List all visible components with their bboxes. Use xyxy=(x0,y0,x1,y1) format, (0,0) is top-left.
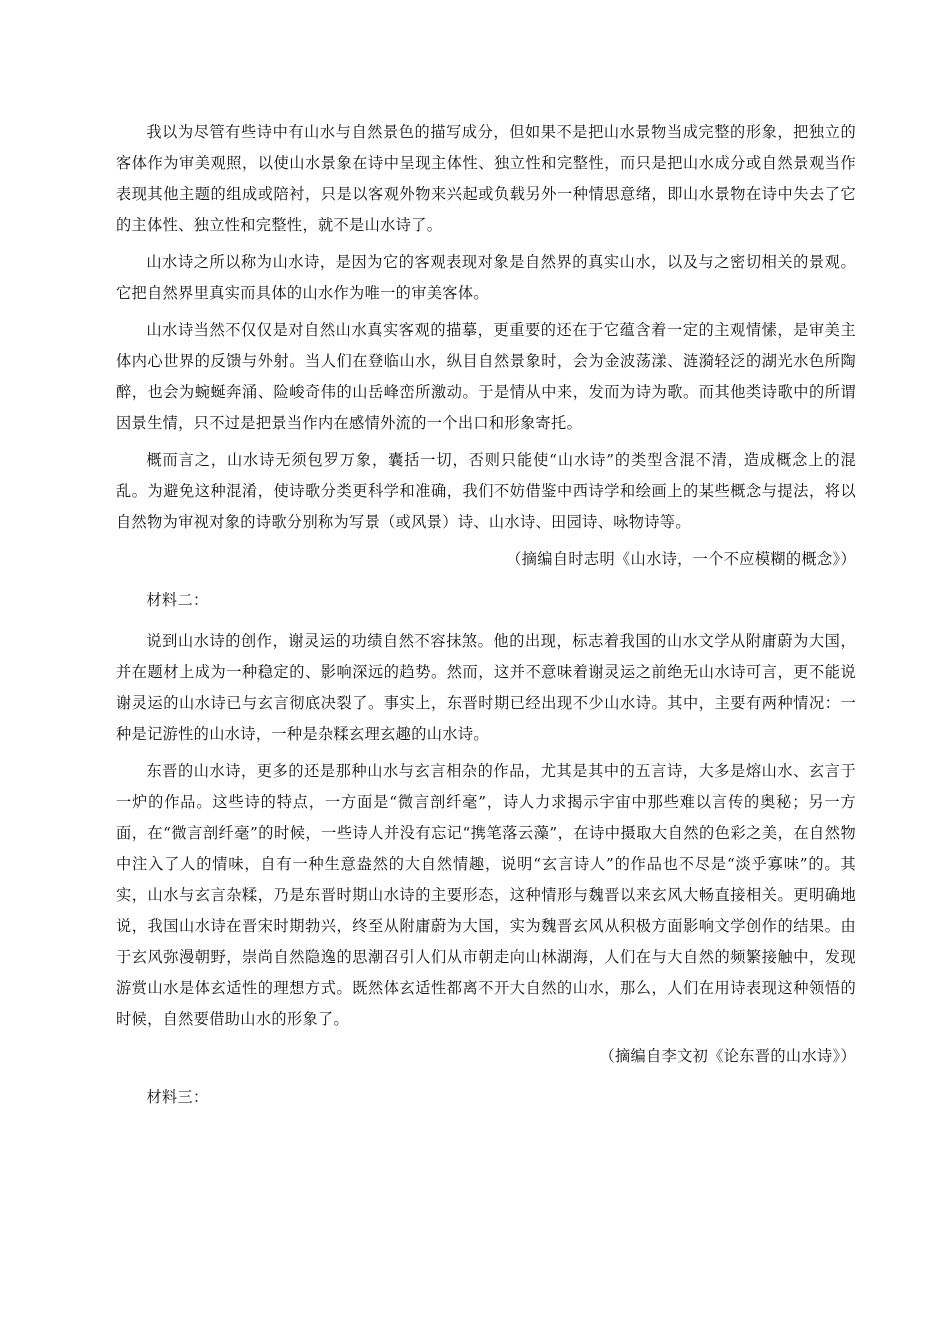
material2-heading: 材料二： xyxy=(146,591,209,609)
material2-paragraph-1: 说到山水诗的创作，谢灵运的功绩自然不容抹煞。他的出现，标志着我国的山水文学从附庸蔚为大国，并在题材上成为一种稳定的、影响深远的趋势。然而，这并不意味着谢灵运之前绝无山水诗可言，更不能说谢灵运的山水诗已与玄言彻底决裂了。事实上，东晋时期已经出现不少山水诗。其中，主要有两种情况：一种是记游性的山水诗，一种是杂糅玄理玄趣的山水诗。 xyxy=(116,632,856,743)
material3-heading: 材料三： xyxy=(146,1088,209,1106)
material1-paragraph-4: 概而言之，山水诗无须包罗万象，囊括一切，否则只能使“山水诗”的类型含混不清，造成概念上的混乱。为避免这种混淆，使诗歌分类更科学和准确，我们不妨借鉴中西诗学和绘画上的某些概念与提法，将以自然物为审视对象的诗歌分别称为写景（或风景）诗、山水诗、田园诗、咏物诗等。 xyxy=(116,451,856,531)
document-body xyxy=(116,117,856,1123)
material2-paragraph-2: 东晋的山水诗，更多的还是那种山水与玄言相杂的作品，尤其是其中的五言诗，大多是熔山水、玄言于一炉的作品。这些诗的特点，一方面是“微言剖纤毫”，诗人力求揭示宇宙中那些难以言传的奥秘；另一方面，在“微言剖纤毫”的时候，一些诗人并没有忘记“携笔落云藻”，在诗中摄取大自然的色彩之美，在自然物中注入了人的情味，自有一种生意盎然的大自然情趣，说明“玄言诗人”的作品也不尽是“淡乎寡味”的。其实，山水与玄言杂糅，乃是东晋时期山水诗的主要形态，这种情形与魏晋以来玄风大畅直接相关。更明确地说，我国山水诗在晋宋时期勃兴，终至从附庸蔚为大国，实为魏晋玄风从积极方面影响文学创作的结果。由于玄风弥漫朝野，崇尚自然隐逸的思潮召引人们从市朝走向山林湖海，人们在与大自然的频繁接触中，发现游赏山水是体玄适性的理想方式。既然体玄适性都离不开大自然的山水，那么，人们在用诗表现这种领悟的时候，自然要借助山水的形象了。 xyxy=(116,762,856,1028)
material2-source-citation: （摘编自李文初《论东晋的山水诗》） xyxy=(599,1047,856,1065)
material1-paragraph-2: 山水诗之所以称为山水诗，是因为它的客观表现对象是自然界的真实山水，以及与之密切相关的景观。它把自然界里真实而具体的山水作为唯一的审美客体。 xyxy=(116,253,856,302)
material1-paragraph-1: 我以为尽管有些诗中有山水与自然景色的描写成分，但如果不是把山水景物当成完整的形象，把独立的客体作为审美观照，以使山水景象在诗中呈现主体性、独立性和完整性，而只是把山水成分或自然景观当作表现其他主题的组成或陪衬，只是以客观外物来兴起或负载另外一种情思意绪，即山水景物在诗中失去了它的主体性、独立性和完整性，就不是山水诗了。 xyxy=(116,123,856,234)
material1-paragraph-3: 山水诗当然不仅仅是对自然山水真实客观的描摹，更重要的还在于它蕴含着一定的主观情愫，是审美主体内心世界的反馈与外射。当人们在登临山水，纵目自然景象时，会为金波荡漾、涟漪轻泛的湖光水色所陶醉，也会为蜿蜒奔涌、险峻奇伟的山岳峰峦所激动。于是情从中来，发而为诗为歌。而其他类诗歌中的所谓因景生情，只不过是把景当作内在感情外流的一个出口和形象寄托。 xyxy=(116,321,856,432)
material1-source-citation: （摘编自时志明《山水诗，一个不应模糊的概念》） xyxy=(506,550,856,568)
